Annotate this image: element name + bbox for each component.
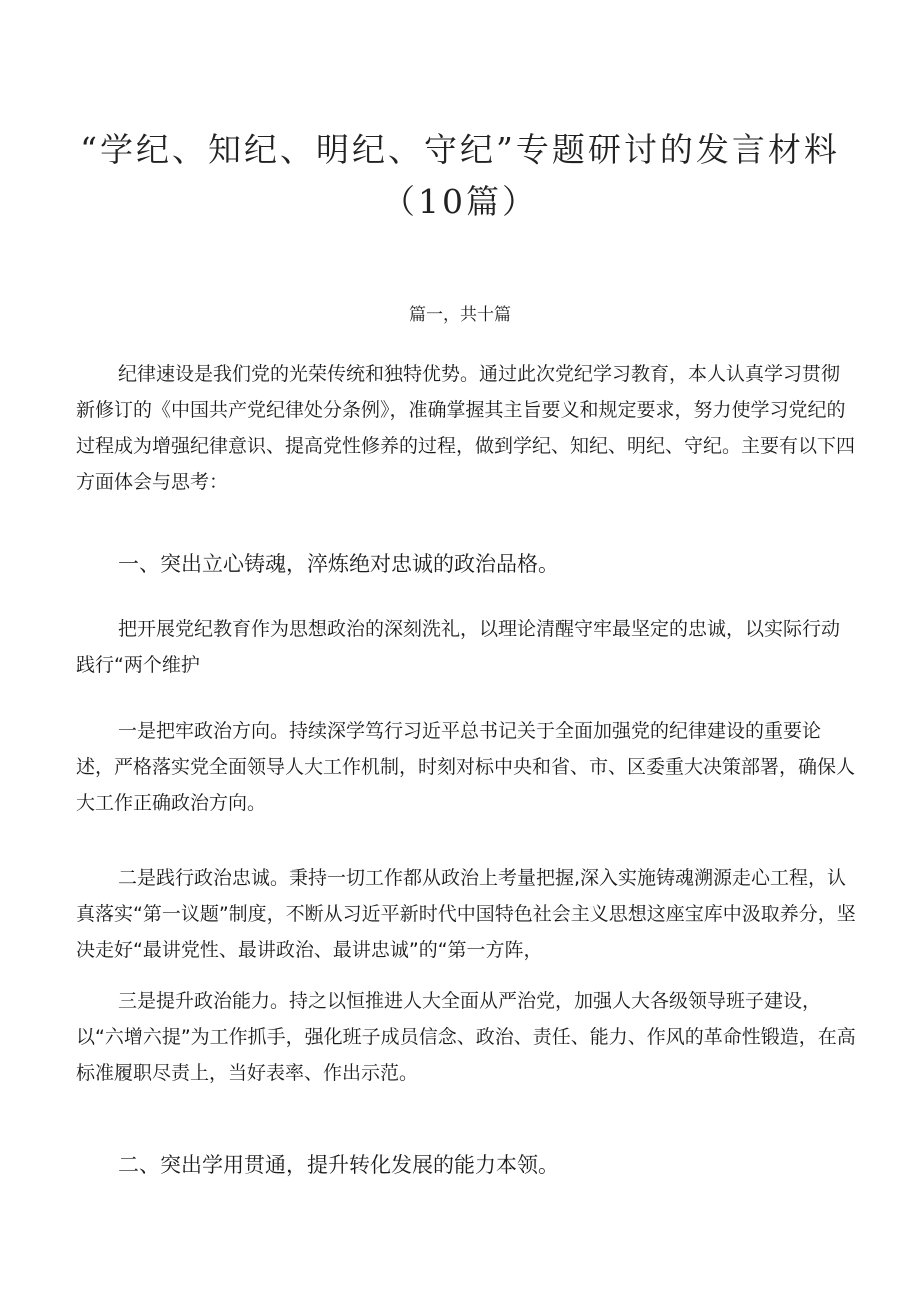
intro-paragraph: 纪律速设是我们党的光荣传统和独特优势。通过此次党纪学习教育，本人认真学习贯彻新修订的《中国共产党纪律处分条例》，准确掌握其主旨要义和规定要求，努力使学习党纪的过程成为增强纪律意识、提高党性修养的过程，做到学纪、知纪、明纪、守纪。主要有以下四方面体会与思考： — [76, 363, 856, 493]
point-paragraph-3: 三是提升政治能力。持之以恒推进人大全面从严治党，加强人大各级领导班子建设，以“六增六提”为工作抓手，强化班子成员信念、政治、责任、能力、作风的革命性锻造，在高标准履职尽责上，当好表率、作出示范。 — [76, 990, 856, 1084]
document-subtitle: 篇一，共十篇 — [409, 305, 511, 325]
document-title-line1: “学纪、知纪、明纪、守纪”专题研讨的发言材料 — [80, 130, 840, 169]
section-heading-2: 二、突出学用贯通，提升转化发展的能力本领。 — [118, 1153, 559, 1177]
point-paragraph-2: 二是践行政治忠诚。秉持一切工作都从政治上考量把握,深入实施铸魂溯源走心工程，认真落实“第一议题”制度，不断从习近平新时代中国特色社会主义思想这座宝库中汲取养分，坚决走好“最讲党性、最讲政治、最讲忠诚”的“第一方阵， — [76, 867, 856, 961]
document-title-line2: （10篇） — [382, 182, 538, 221]
section-heading-1: 一、突出立心铸魂，淬炼绝对忠诚的政治品格。 — [118, 552, 559, 576]
section1-intro-paragraph: 把开展党纪教育作为思想政治的深刻洗礼，以理论清醒守牢最坚定的忠诚，以实际行动践行“两个维护 — [76, 618, 841, 676]
point-paragraph-1: 一是把牢政治方向。持续深学笃行习近平总书记关于全面加强党的纪律建设的重要论述，严格落实党全面领导人大工作机制，时刻对标中央和省、市、区委重大决策部署，确保人大工作正确政治方向。 — [76, 720, 856, 814]
